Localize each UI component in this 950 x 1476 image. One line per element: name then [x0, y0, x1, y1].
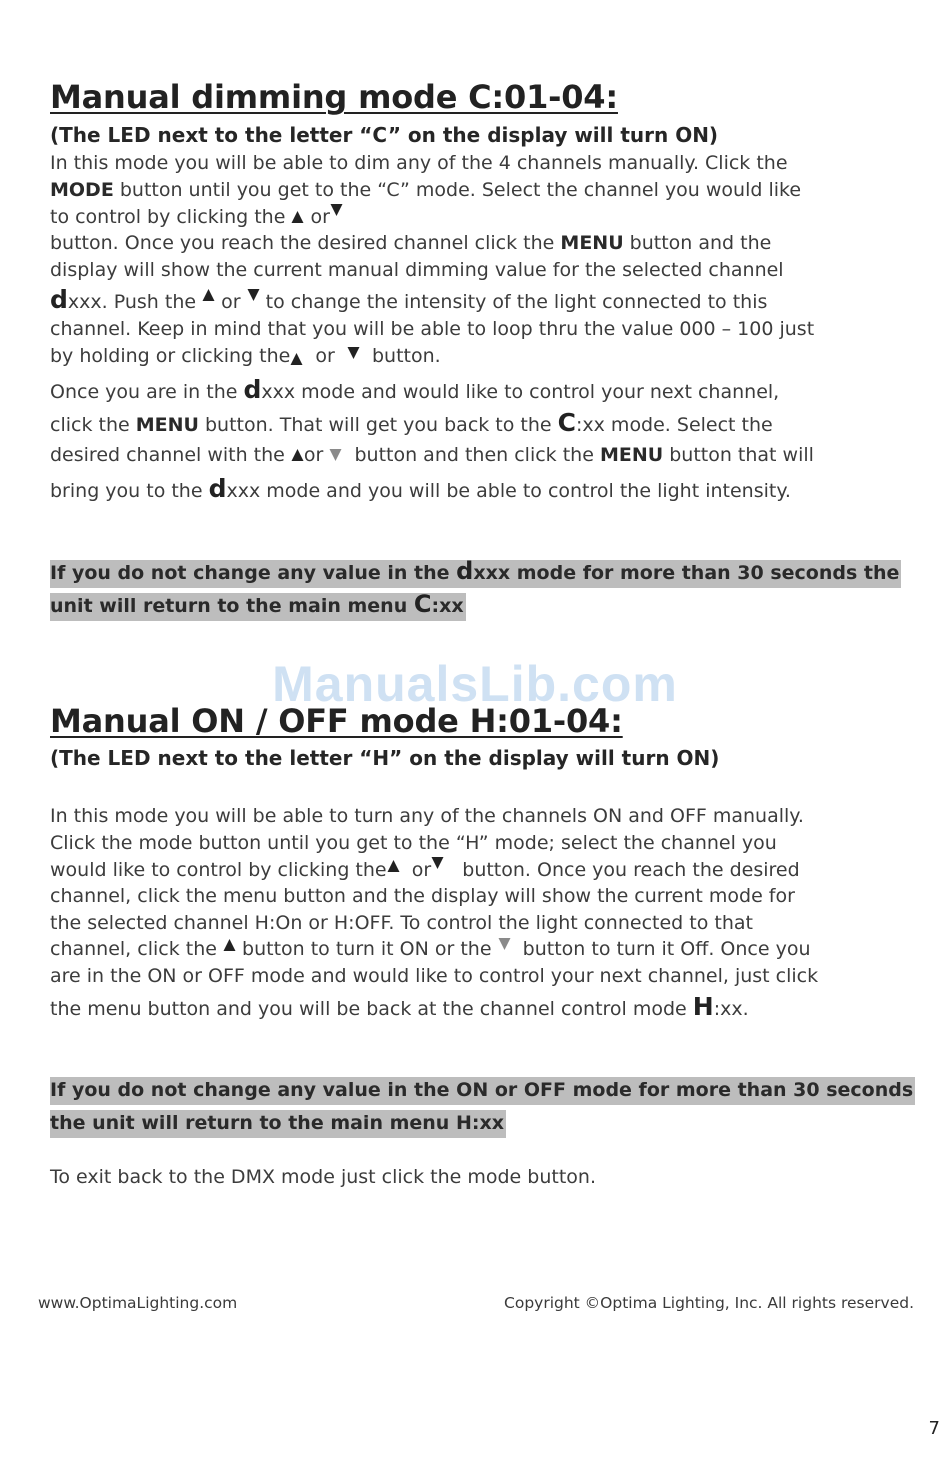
text-span: unit will return to the main menu — [50, 595, 414, 617]
text-line — [50, 177, 920, 204]
display-letter: H — [692, 991, 714, 1021]
display-letter: d — [456, 557, 474, 585]
note-line — [50, 1074, 915, 1107]
text-span: by holding or clicking the — [50, 345, 291, 368]
section2-paragraph1 — [50, 803, 920, 1023]
footer-copyright: Copyright ©Optima Lighting, Inc. All rights reserved. — [504, 1294, 914, 1312]
text-span: button. — [359, 345, 441, 368]
up-triangle-icon — [291, 210, 304, 224]
menu-keyword: MENU — [599, 444, 664, 466]
text-span: the menu button and you will be back at the channel control mode — [50, 997, 693, 1020]
text-span: xxx. Push the — [67, 291, 203, 314]
section2-subheading: (The LED next to the letter “H” on the display will turn ON) — [50, 746, 720, 770]
highlight: If you do not change any value in the ON or OFF mode for more than 30 seconds — [50, 1077, 915, 1105]
exit-instruction — [50, 1164, 920, 1191]
section1-heading: Manual dimming mode C:01-04: — [50, 78, 618, 116]
text-span: :xx — [431, 595, 464, 617]
note-line — [50, 555, 901, 588]
up-triangle-icon — [202, 288, 215, 302]
text-line — [50, 936, 920, 963]
text-line — [50, 373, 920, 406]
text-line — [50, 439, 920, 472]
text-span: xxx mode and you will be able to control the light intensity. — [226, 480, 791, 502]
text-span: To exit back to the DMX mode just click the mode button. — [50, 1166, 596, 1188]
text-span: bring you to the — [50, 480, 209, 502]
text-span: channel, click the menu button and the display will show the current mode for — [50, 885, 795, 908]
text-line — [50, 910, 920, 937]
text-span: or — [215, 291, 247, 314]
text-span: button. Once you reach the desired channel click the — [50, 232, 561, 255]
text-span: click the — [50, 414, 136, 436]
text-line — [50, 990, 920, 1023]
down-triangle-icon — [431, 856, 444, 870]
highlight — [50, 590, 466, 621]
highlight: the unit will return to the main menu H:xx — [50, 1110, 506, 1138]
text-span: to change the intensity of the light connected to this — [259, 291, 768, 314]
text-span: xxx mode for more than 30 seconds the — [473, 562, 900, 584]
display-letter: C — [557, 408, 576, 437]
text-span: or — [399, 859, 432, 882]
down-triangle-icon — [330, 203, 343, 217]
down-triangle-icon — [247, 288, 260, 302]
menu-keyword: MENU — [560, 232, 624, 255]
text-span: to control by clicking the — [50, 206, 292, 229]
text-span: button and then click the — [342, 444, 600, 466]
text-span: or — [303, 345, 347, 368]
text-line — [50, 1164, 920, 1191]
text-span: desired channel with the — [50, 444, 291, 466]
text-line — [50, 230, 920, 257]
text-line — [50, 963, 920, 990]
down-triangle-icon — [498, 937, 511, 951]
down-triangle-icon — [347, 346, 360, 360]
text-span: button and the — [623, 232, 772, 255]
text-line — [50, 856, 920, 883]
text-line — [50, 883, 920, 910]
highlight — [50, 557, 901, 588]
section1-subheading: (The LED next to the letter “C” on the display will turn ON) — [50, 123, 719, 147]
text-span: or — [304, 206, 330, 229]
section2-heading: Manual ON / OFF mode H:01-04: — [50, 702, 623, 740]
text-span: are in the ON or OFF mode and would like to control your next channel, just click — [50, 965, 819, 988]
text-span: Click the mode button until you get to the “H” mode; select the channel you — [50, 831, 777, 854]
display-letter: C — [413, 590, 432, 618]
text-span: channel. Keep in mind that you will be able to loop thru the value 000 – 100 just — [50, 318, 815, 341]
menu-keyword: MENU — [135, 414, 199, 436]
section1-paragraph2 — [50, 373, 920, 505]
text-span: the selected channel H:On or H:OFF. To control the light connected to that — [50, 911, 753, 934]
up-triangle-icon — [291, 448, 304, 462]
text-line — [50, 406, 920, 439]
footer-website: www.OptimaLighting.com — [38, 1294, 238, 1312]
section2-warning-note — [50, 1074, 915, 1140]
text-span: button. That will get you back to the — [198, 414, 558, 436]
up-triangle-icon — [290, 352, 303, 366]
down-triangle-icon — [329, 448, 342, 462]
section1-paragraph1 — [50, 150, 920, 370]
section1-warning-note — [50, 555, 901, 621]
text-line — [50, 316, 920, 343]
text-line — [50, 150, 920, 177]
text-line — [50, 803, 920, 830]
text-line — [50, 472, 920, 505]
mode-keyword: MODE — [50, 178, 114, 201]
text-line — [50, 283, 920, 316]
text-span: channel, click the — [50, 938, 223, 961]
text-span: :xx. — [713, 997, 749, 1020]
text-span: would like to control by clicking the — [50, 859, 387, 882]
text-span: button that will — [663, 444, 814, 466]
text-line — [50, 830, 920, 857]
text-span: button. Once you reach the desired — [444, 859, 800, 882]
display-letter: d — [208, 474, 227, 503]
display-letter: d — [243, 375, 262, 404]
text-span: :xx mode. Select the — [576, 414, 773, 436]
text-span: button until you get to the “C” mode. Select the channel you would like — [113, 178, 802, 201]
text-line — [50, 203, 920, 230]
note-line — [50, 588, 901, 621]
text-span: or — [303, 444, 330, 466]
page-number: 7 — [928, 1418, 940, 1439]
display-letter: d — [50, 285, 68, 315]
up-triangle-icon — [223, 938, 236, 952]
text-line — [50, 343, 920, 370]
text-line — [50, 257, 920, 284]
text-span: Once you are in the — [50, 381, 244, 403]
text-span: display will show the current manual dimming value for the selected channel — [50, 258, 784, 281]
text-span: If you do not change any value in the — [50, 562, 457, 584]
text-span: In this mode you will be able to turn any of the channels ON and OFF manually. — [50, 805, 804, 827]
up-triangle-icon — [387, 859, 400, 873]
watermark: ManualsLib.com — [272, 656, 678, 712]
text-span: In this mode you will be able to dim any of the 4 channels manually. Click the — [50, 152, 788, 174]
text-span: button to turn it Off. Once you — [510, 938, 811, 961]
text-span: xxx mode and would like to control your next channel, — [261, 381, 780, 403]
note-line — [50, 1107, 915, 1140]
text-span: button to turn it ON or the — [235, 938, 498, 961]
